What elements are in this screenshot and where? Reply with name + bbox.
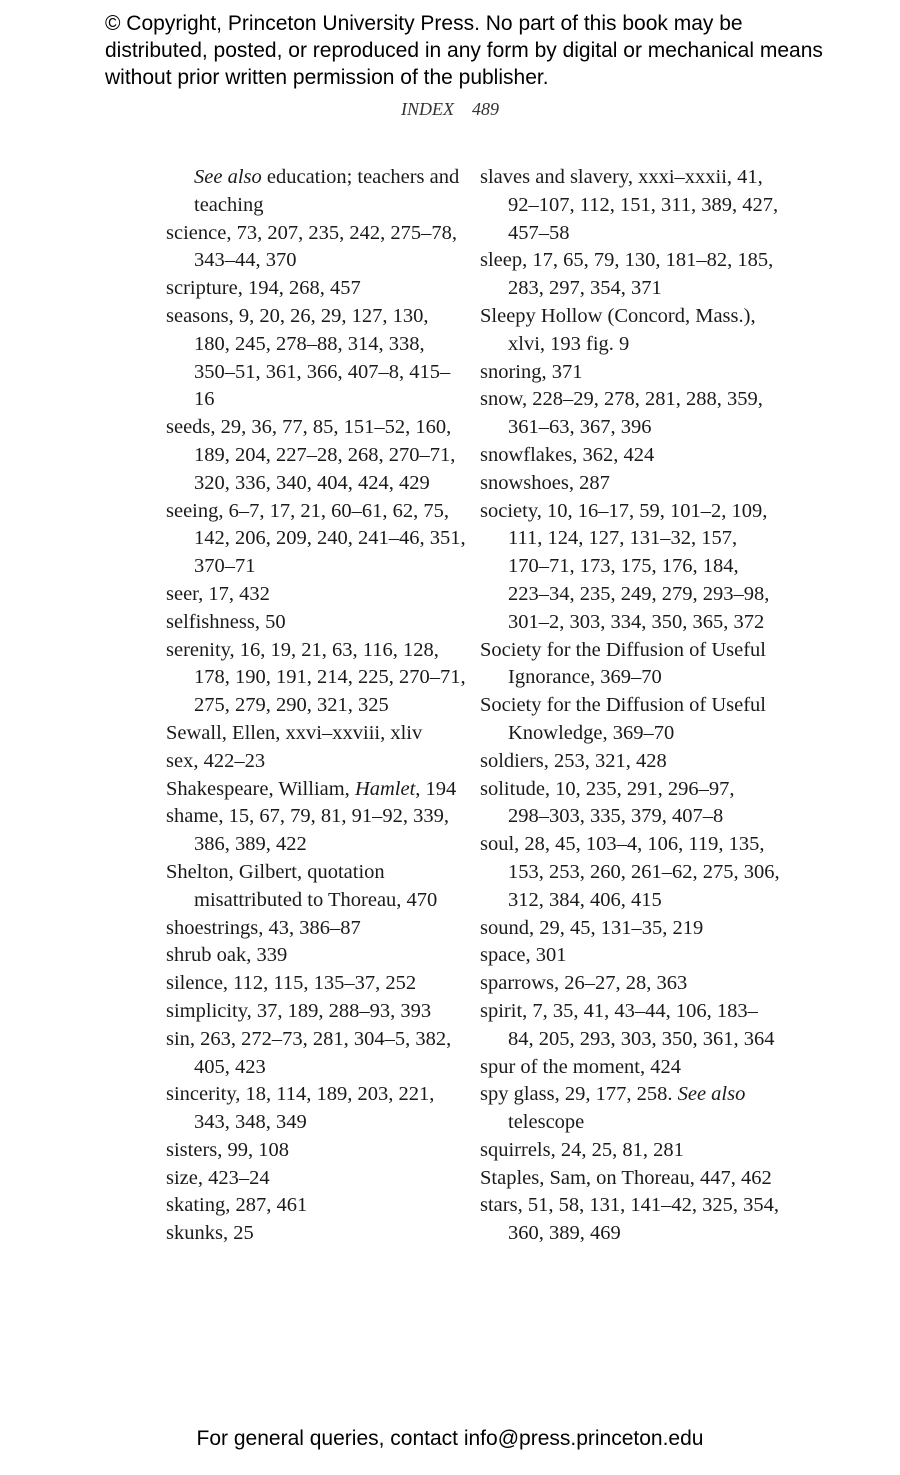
index-entry-text: spy glass, 29, 177, 258. xyxy=(480,1083,678,1106)
index-entry-text: snowshoes, 287 xyxy=(480,471,610,494)
index-entry xyxy=(166,1165,466,1193)
index-entry xyxy=(480,247,780,303)
index-entry-text: shame, 15, 67, 79, 81, 91–92, 339, 386, 389, 422 xyxy=(166,805,449,856)
index-entry-text: scripture, 194, 268, 457 xyxy=(166,277,361,300)
page-number: 489 xyxy=(472,99,499,119)
index-entry-text: Sewall, Ellen, xxvi–xxviii, xliv xyxy=(166,721,423,744)
index-entry xyxy=(480,1192,780,1248)
index-entry xyxy=(166,609,466,637)
index-entry xyxy=(166,275,466,303)
copyright-notice: © Copyright, Princeton University Press. No part of this book may be distributed, posted, or reproduced in any form by digital or mechanical means without prior written permission of the publisher. xyxy=(105,12,823,89)
index-entry-text: snow, 228–29, 278, 281, 288, 359, 361–63, 367, 396 xyxy=(480,388,763,439)
index-entry-text: science, 73, 207, 235, 242, 275–78, 343–44, 370 xyxy=(166,221,457,272)
index-entry xyxy=(166,637,466,720)
index-entry-italic: See also xyxy=(677,1083,746,1106)
index-entry-text: snowflakes, 362, 424 xyxy=(480,443,655,466)
index-entry xyxy=(166,1192,466,1220)
index-entry-text: education; teachers and teaching xyxy=(194,166,460,216)
index-entry-text: seer, 17, 432 xyxy=(166,582,270,605)
index-entry xyxy=(480,359,780,387)
index-entry-text: skunks, 25 xyxy=(166,1222,254,1245)
index-entry xyxy=(166,1137,466,1165)
index-entry-text: sincerity, 18, 114, 189, 203, 221, 343, 348, 349 xyxy=(166,1083,435,1134)
index-entry-text: shrub oak, 339 xyxy=(166,944,288,967)
index-entry xyxy=(166,1026,466,1082)
index-entry-text: Sleepy Hollow (Concord, Mass.), xlvi, 193 fig. 9 xyxy=(480,304,756,355)
index-entry-italic: Hamlet xyxy=(354,777,416,800)
index-entry xyxy=(166,1081,466,1137)
index-entry xyxy=(166,581,466,609)
index-entry-text: selfishness, 50 xyxy=(166,610,286,633)
index-entry xyxy=(480,970,780,998)
index-column-left xyxy=(166,164,466,1248)
index-entry-text: simplicity, 37, 189, 288–93, 393 xyxy=(166,999,432,1022)
index-entry-text: soldiers, 253, 321, 428 xyxy=(480,749,667,772)
index-entry-text: Society for the Diffusion of Useful Knowledge, 369–70 xyxy=(480,694,766,744)
index-entry xyxy=(166,303,466,414)
index-entry xyxy=(480,776,780,832)
index-entry xyxy=(166,970,466,998)
index-entry-text: slaves and slavery, xxxi–xxxii, 41, 92–107, 112, 151, 311, 389, 427, 457–58 xyxy=(480,166,779,244)
index-entry-text: sparrows, 26–27, 28, 363 xyxy=(480,972,688,995)
index-entry-text: shoestrings, 43, 386–87 xyxy=(166,916,361,939)
index-entry xyxy=(166,942,466,970)
index-entry xyxy=(480,942,780,970)
index-entry xyxy=(480,637,780,693)
index-entry-text: skating, 287, 461 xyxy=(166,1194,308,1217)
index-entry xyxy=(480,470,780,498)
index-entry xyxy=(480,915,780,943)
index-entry-text: snoring, 371 xyxy=(480,360,583,383)
index-entry-text: stars, 51, 58, 131, 141–42, 325, 354, 360, 389, 469 xyxy=(480,1194,779,1245)
index-entry-text: sound, 29, 45, 131–35, 219 xyxy=(480,916,704,939)
index-column-right xyxy=(480,164,780,1248)
index-entry-text: seeing, 6–7, 17, 21, 60–61, 62, 75, 142, 206, 209, 240, 241–46, 351, 370–71 xyxy=(166,499,466,578)
index-entry xyxy=(166,915,466,943)
index-entry-text: size, 423–24 xyxy=(166,1166,270,1189)
contact-footer: For general queries, contact info@press.princeton.edu xyxy=(196,1427,704,1450)
index-entry-text: soul, 28, 45, 103–4, 106, 119, 135, 153, 253, 260, 261–62, 275, 306, 312, 384, 406, 415 xyxy=(480,833,780,911)
index-entry xyxy=(480,1081,780,1137)
index-entry xyxy=(480,386,780,442)
index-entry-text: serenity, 16, 19, 21, 63, 116, 128, 178, 190, 191, 214, 225, 270–71, 275, 279, 290, 321, 325 xyxy=(166,638,466,717)
index-entry-text: Society for the Diffusion of Useful Ignorance, 369–70 xyxy=(480,638,766,689)
index-entry-text: Shelton, Gilbert, quotation misattributed to Thoreau, 470 xyxy=(166,860,438,911)
index-entry-text: spur of the moment, 424 xyxy=(480,1055,681,1078)
index-entry xyxy=(480,442,780,470)
index-entry xyxy=(166,998,466,1026)
index-entry xyxy=(166,776,466,804)
index-entry xyxy=(166,1220,466,1248)
index-entry-text: society, 10, 16–17, 59, 101–2, 109, 111, 124, 127, 131–32, 157, 170–71, 173, 175, 176, 184, 223–34, 235, 249, 279, 293–98, 301–2, 303, 334, 350, 365, 372 xyxy=(480,499,770,633)
index-entry-tail: , 194 xyxy=(415,777,457,800)
running-head xyxy=(0,99,900,120)
index-entry xyxy=(166,164,466,220)
index-entry xyxy=(480,498,780,637)
index-entry xyxy=(166,720,466,748)
index-entry xyxy=(480,998,780,1054)
index-entry xyxy=(480,1137,780,1165)
index-entry xyxy=(480,303,780,359)
index-entry-text: space, 301 xyxy=(480,944,567,967)
index-entry-text: solitude, 10, 235, 291, 296–97, 298–303, 335, 379, 407–8 xyxy=(480,777,735,828)
index-entry xyxy=(480,164,780,247)
index-entry-tail: telescope xyxy=(508,1111,585,1134)
index-entry xyxy=(166,414,466,497)
index-entry-text: sleep, 17, 65, 79, 130, 181–82, 185, 283, 297, 354, 371 xyxy=(480,249,774,300)
index-entry xyxy=(480,692,780,748)
index-entry-text: seeds, 29, 36, 77, 85, 151–52, 160, 189, 204, 227–28, 268, 270–71, 320, 336, 340, 404, 424, 429 xyxy=(166,416,456,494)
index-entry xyxy=(480,748,780,776)
index-entry-text: Shakespeare, William, xyxy=(166,777,355,800)
index-entry xyxy=(166,859,466,915)
index-entry xyxy=(480,1165,780,1193)
index-entry-text: squirrels, 24, 25, 81, 281 xyxy=(480,1138,684,1161)
index-entry-text: sex, 422–23 xyxy=(166,749,266,772)
index-entry xyxy=(166,803,466,859)
index-entry xyxy=(166,748,466,776)
index-entry-text: Staples, Sam, on Thoreau, 447, 462 xyxy=(480,1166,772,1189)
index-entry-text: sisters, 99, 108 xyxy=(166,1138,289,1161)
index-entry xyxy=(166,498,466,581)
index-entry xyxy=(480,1054,780,1082)
index-entry-text: seasons, 9, 20, 26, 29, 127, 130, 180, 245, 278–88, 314, 338, 350–51, 361, 366, 407–8, 415–16 xyxy=(166,304,451,411)
index-entry-text: silence, 112, 115, 135–37, 252 xyxy=(166,972,417,995)
running-head-section: INDEX xyxy=(401,99,454,119)
index-entry xyxy=(480,831,780,914)
index-entry xyxy=(166,220,466,276)
index-entry-text: spirit, 7, 35, 41, 43–44, 106, 183–84, 205, 293, 303, 350, 361, 364 xyxy=(480,999,775,1050)
index-entry-text: sin, 263, 272–73, 281, 304–5, 382, 405, 423 xyxy=(166,1027,452,1078)
index-entry-italic: See also xyxy=(194,166,262,188)
